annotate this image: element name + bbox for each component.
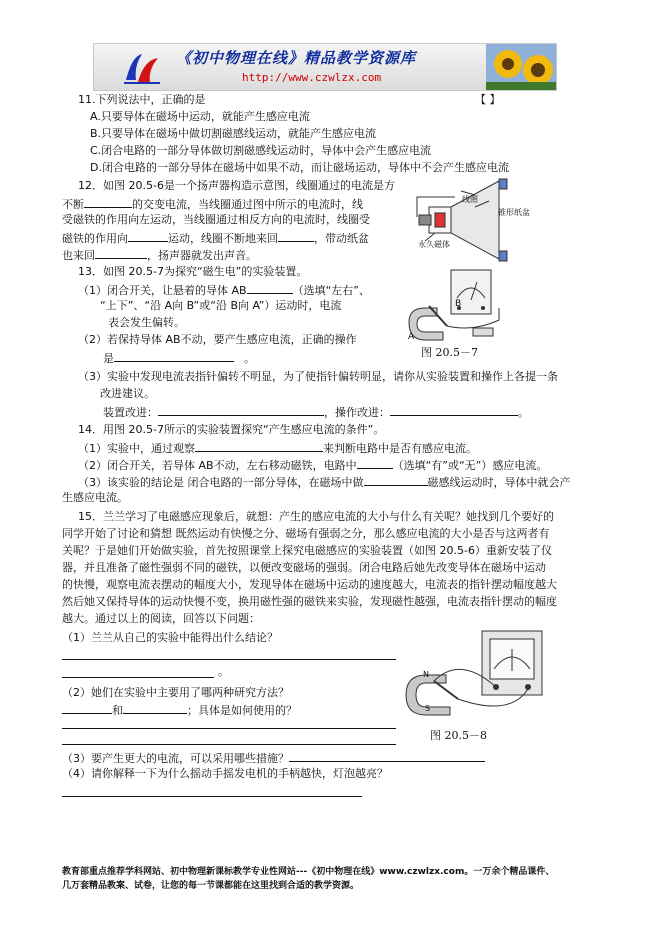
q11-option-d: D.闭合电路的一部分导体在磁场中如果不动，而让磁场运动，导体中不会产生感应电流 xyxy=(90,161,509,174)
q13-part3-line1: （3）实验中发现电流表指针偏转不明显，为了使指针偏转明显，请你从实验装置和操作上各提一条 xyxy=(78,370,558,383)
q15-sub2-methods: 和 ；具体是如何使用的？ xyxy=(62,702,297,718)
q15-sub4: （4）请你解释一下为什么摇动手摇发电机的手柄越快，灯泡越亮？ xyxy=(62,767,388,780)
speaker-label-cone: 锥形纸盆 xyxy=(498,208,530,217)
q15-sub1: （1）兰兰从自己的实验中能得出什么结论？ xyxy=(62,631,278,644)
fig-20-5-8-label-s: S xyxy=(425,704,431,713)
q15-paragraph-line3: 关呢？于是她们开始做实验，首先按照课堂上探究电磁感应的实验装置（如图 20.5-6）重新安装了仪 xyxy=(62,544,552,557)
q12-line4: 磁铁的作用向 运动，线圈不断地来回 ，带动纸盆 xyxy=(62,232,369,245)
fig-20-5-8-caption: 图 20.5－8 xyxy=(430,729,487,742)
q15-paragraph-line4: 器，并且准备了磁性强弱不同的磁铁，以便改变磁场的强弱。闭合电路后她先改变导体在磁场中运动 xyxy=(62,561,546,574)
q15-paragraph-line6: 然后她又保持导体的运动快慢不变，换用磁性强的磁铁来实验，发现磁性越强，电流表指针摆动的幅度 xyxy=(62,595,557,608)
fig-20-5-7-label-a: A xyxy=(408,332,415,342)
q12-line3: 受磁铁的作用向左运动，当线圈通过相反方向的电流时，线圈受 xyxy=(62,213,370,226)
q15-sub4-answer-line[interactable] xyxy=(62,796,362,797)
fig-20-5-7-label-b: B xyxy=(455,299,462,309)
q15-sub1-answer-line2[interactable] xyxy=(62,677,214,678)
q12-line1: 12．如图 20.5-6是一个扬声器构造示意图，线圈通过的电流是方 xyxy=(78,179,395,192)
logo-icon xyxy=(122,50,162,86)
q14-stem: 14．用图 20.5-7所示的实验装置探究“产生感应电流的条件”。 xyxy=(78,423,385,436)
q15-sub2-answer-line2[interactable] xyxy=(62,744,396,745)
q14-part3-line1: （3）该实验的结论是 闭合电路的一部分导体，在磁场中做 磁感线运动时，导体中就会产 xyxy=(78,476,571,489)
q11-option-b: B.只要导体在磁场中做切割磁感线运动，就能产生感应电流 xyxy=(90,127,377,140)
footer-line1: 教育部重点推荐学科网站、初中物理新课标教学专业性网站---《初中物理在线》www.czwlzx.com。一万余个精品课件、 xyxy=(62,867,555,877)
q13-part1-line3: 表会发生偏转。 xyxy=(108,316,185,329)
q15-sub1-period: 。 xyxy=(218,665,229,678)
speaker-label-coil: 线圈 xyxy=(462,195,478,204)
q13-part1-line1: （1）闭合开关，让悬着的导体 AB （选填“左右”、 xyxy=(78,284,370,297)
q13-stem: 13．如图 20.5-7为探究“磁生电”的实验装置。 xyxy=(78,265,308,278)
q13-part3-line3: 装置改进： ，操作改进： 。 xyxy=(103,406,529,419)
q11-option-c: C.闭合电路的一部分导体做切割磁感线运动时，导体中会产生感应电流 xyxy=(90,144,432,157)
sunflower-icon xyxy=(486,44,556,90)
banner-title: 《初中物理在线》精品教学资源库 xyxy=(176,49,417,67)
q14-part3-line2: 生感应电流。 xyxy=(62,491,128,504)
q11-answer-bracket: 【 】 xyxy=(475,93,501,106)
banner-url: http://www.czwlzx.com xyxy=(242,71,382,84)
q14-part2: （2）闭合开关，若导体 AB不动，左右移动磁铁，电路中 （选填“有”或“无”）感应电流。 xyxy=(78,459,548,472)
q13-part1-line2: “上下”、“沿 A向 B”或“沿 B向 A”）运动时，电流 xyxy=(100,299,342,312)
q15-sub2-answer-line1[interactable] xyxy=(62,728,396,729)
q15-sub3: （3）要产生更大的电流，可以采用哪些措施？ xyxy=(62,750,485,766)
fig-20-5-7-caption: 图 20.5－7 xyxy=(421,346,478,359)
q11-option-a: A.只要导体在磁场中运动，就能产生感应电流 xyxy=(90,110,310,123)
fig-20-5-8-label-n: N xyxy=(423,670,429,679)
speaker-label-magnet: 永久磁体 xyxy=(418,240,450,249)
q12-line2: 不断 的交变电流，当线圈通过图中所示的电流时，线 xyxy=(62,198,363,211)
q12-line5: 也来回 ，扬声器就发出声音。 xyxy=(62,249,257,262)
q14-part1: （1）实验中，通过观察 来判断电路中是否有感应电流。 xyxy=(78,442,477,455)
q15-paragraph-line1: 15．兰兰学习了电磁感应现象后，就想：产生的感应电流的大小与什么有关呢？她找到几个要好的 xyxy=(78,510,554,523)
q13-part3-line2: 改进建议。 xyxy=(100,387,155,400)
q15-sub1-answer-line1[interactable] xyxy=(62,659,396,660)
q15-paragraph-line7: 越大。通过以上的阅读，回答以下问题： xyxy=(62,612,260,625)
q11-stem: 11.下列说法中，正确的是 xyxy=(78,93,206,106)
footer-line2: 几万套精品教案、试卷，让您的每一节课都能在这里找到合适的教学资源。 xyxy=(62,881,360,891)
header-banner xyxy=(93,43,557,91)
q13-part2-line2: 是 。 xyxy=(103,352,255,365)
q15-sub2: （2）她们在实验中主要用了哪两种研究方法？ xyxy=(62,686,289,699)
q15-paragraph-line5: 的快慢，观察电流表摆动的幅度大小，发现导体在磁场中运动的速度越大，电流表的指针摆动幅度越大 xyxy=(62,578,557,591)
q13-part2-line1: （2）若保持导体 AB不动，要产生感应电流，正确的操作 xyxy=(78,333,357,346)
q15-paragraph-line2: 同学开始了讨论和猜想 既然运动有快慢之分、磁场有强弱之分，那么感应电流的大小是否与这两者有 xyxy=(62,527,550,540)
